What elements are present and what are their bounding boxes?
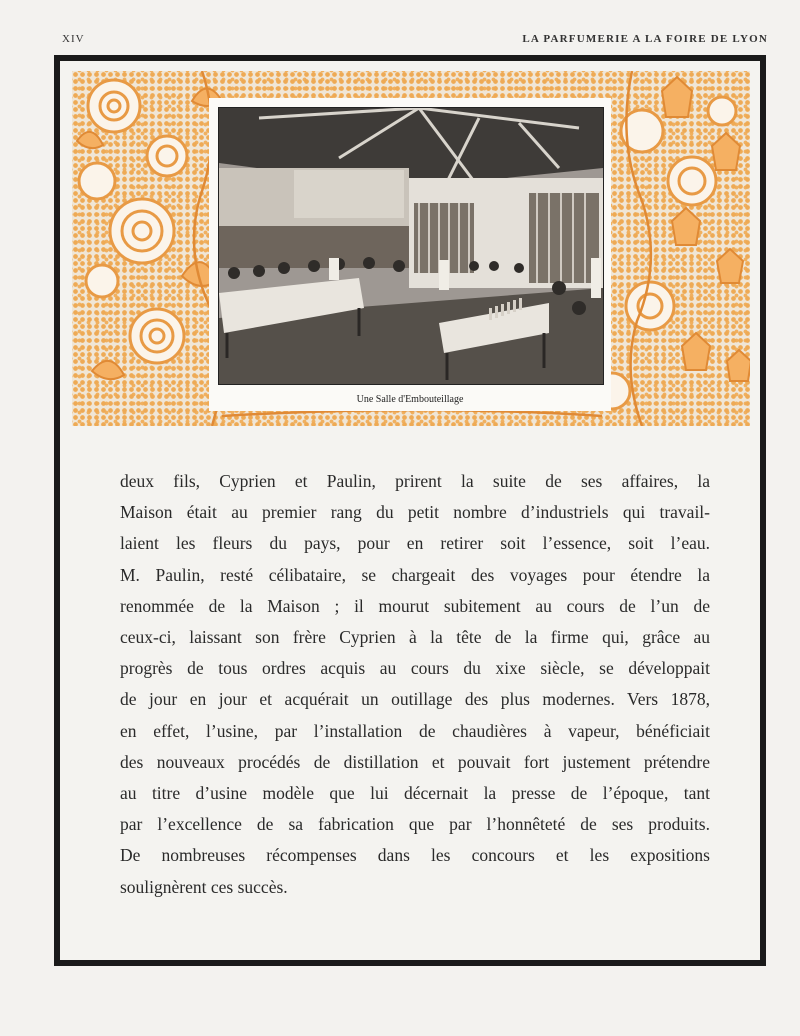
page-number: XIV <box>62 33 85 45</box>
running-head <box>62 33 768 45</box>
text-line: deux fils, Cyprien et Paulin, prirent la suite de ses affaires, la <box>120 471 710 491</box>
running-title: LA PARFUMERIE A LA FOIRE DE LYON <box>522 33 768 45</box>
text-line: au titre d’usine modèle que lui décernait la presse de l’époque, tant <box>120 783 710 804</box>
text-line: M. Paulin, resté célibataire, se chargeait des voyages pour étendre la <box>120 564 710 585</box>
figure-caption: Une Salle d'Embouteillage <box>356 394 464 405</box>
photo-illustration <box>219 108 603 384</box>
text-line: renommée de la Maison ; il mourut subitement au cours de l’un de <box>120 595 710 616</box>
text-line: soulignèrent ces succès. <box>120 876 288 897</box>
text-line: de jour en jour et acquérait un outillage des plus modernes. Vers 1878, <box>120 689 710 710</box>
text-line: Maison était au premier rang du petit nombre d’industriels qui travail- <box>120 502 710 523</box>
text-line: laient les fleurs du pays, pour en retirer soit l’essence, soit l’eau. <box>120 533 710 554</box>
body-text <box>120 466 710 903</box>
photo-mount <box>209 98 611 411</box>
text-line: progrès de tous ordres acquis au cours du xixe siècle, se développait <box>120 658 710 679</box>
text-line: en effet, l’usine, par l’installation de chaudières à vapeur, bénéficiait <box>120 720 710 741</box>
text-line: des nouveaux procédés de distillation et pouvait fort justement prétendre <box>120 751 710 772</box>
page-frame <box>54 55 766 966</box>
text-line: De nombreuses récompenses dans les concours et les expositions <box>120 845 710 866</box>
text-line: par l’excellence de sa fabrication que par l’honnêteté de ses produits. <box>120 814 710 835</box>
ornamental-banner <box>72 71 750 426</box>
bottling-hall-photo <box>218 107 604 385</box>
text-line: ceux-ci, laissant son frère Cyprien à la tête de la firme qui, grâce au <box>120 627 710 648</box>
